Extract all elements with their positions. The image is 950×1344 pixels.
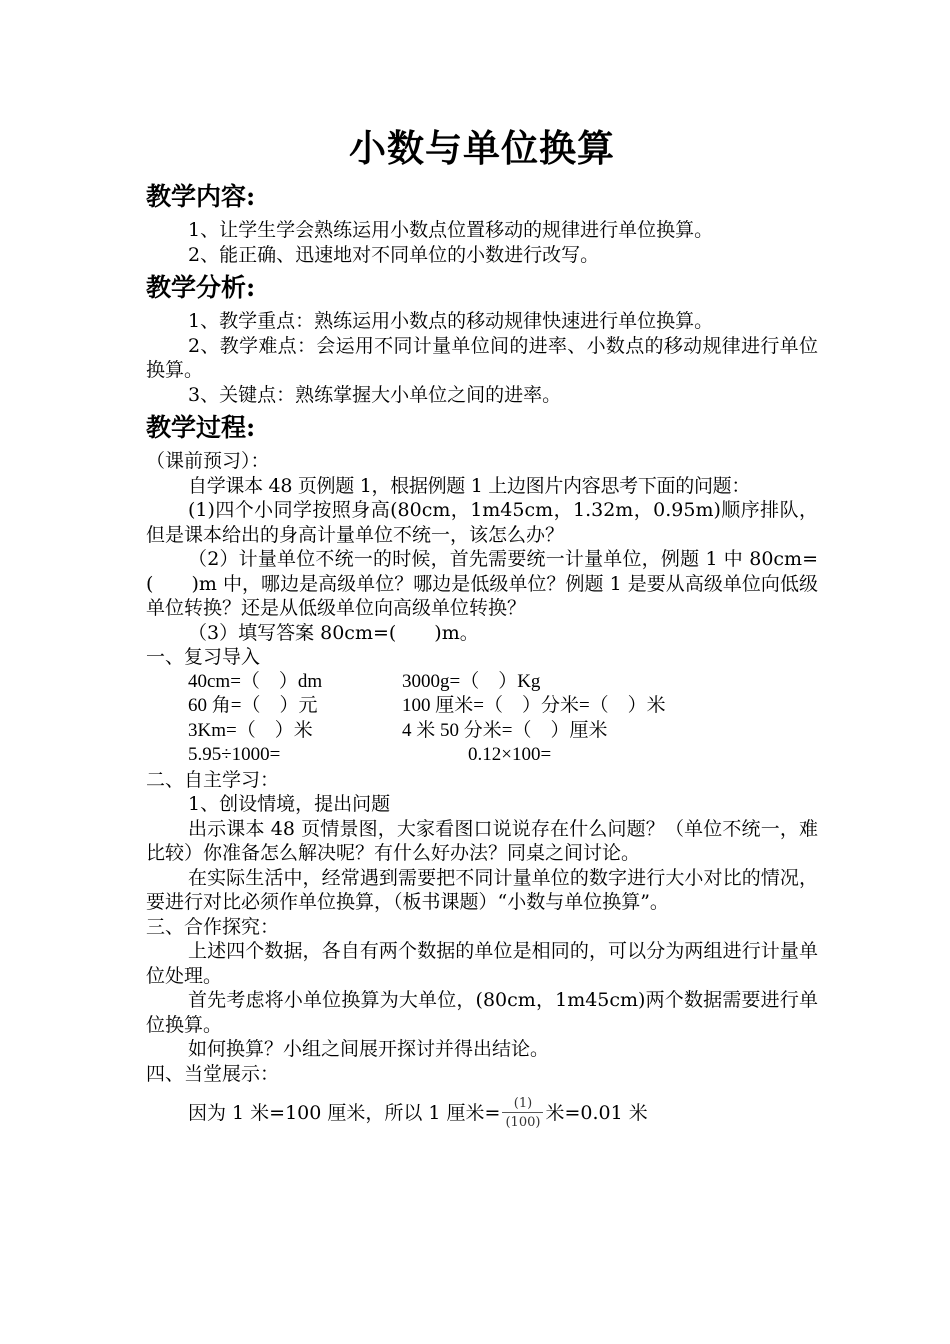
fraction-numerator: (1) (513, 1096, 533, 1111)
document-title: 小数与单位换算 (349, 126, 615, 170)
review-row (146, 719, 818, 744)
section-show: 四、当堂展示： (146, 1062, 280, 1085)
review-exercise: 40cm=（ ）dm (188, 670, 323, 692)
self-study-item: 在实际生活中，经常遇到需要把不同计量单位的数字进行大小对比的情况，要进行对比必须作单位换算，（板书课题）“小数与单位换算”。 (146, 866, 818, 913)
review-exercise: 60 角=（ ）元 (188, 695, 318, 716)
document-page (146, 120, 818, 1131)
analysis-item: 2、教学难点：会运用不同计量单位间的进率、小数点的移动规律进行单位换算。 (146, 334, 818, 381)
review-exercise: 100 厘米=（ ）分米=（ ）米 (402, 695, 666, 716)
section-self-study: 二、自主学习： (146, 768, 280, 791)
section-review: 一、复习导入 (146, 646, 261, 668)
heading-teaching-process: 教学过程: (146, 413, 256, 442)
question-3: （3）填写答案 80cm=( )m。 (188, 621, 479, 644)
fraction (502, 1096, 543, 1131)
review-row (146, 694, 818, 719)
review-row (146, 670, 818, 695)
analysis-item: 1、教学重点：熟练运用小数点的移动规律快速进行单位换算。 (188, 310, 714, 332)
question-1: (1)四个小同学按照身高(80cm，1m45cm，1.32m，0.95m)顺序排队，但是课本给出的身高计量单位不统一，该怎么办？ (146, 499, 818, 546)
conversion-text-before: 因为 1 米=100 厘米，所以 1 厘米= (188, 1102, 501, 1125)
preview-label: （课前预习）： (146, 450, 270, 472)
review-exercise: 0.12×100= (468, 744, 552, 765)
review-row (146, 743, 818, 768)
section-cooperation: 三、合作探究： (146, 915, 280, 938)
self-study-item: 1、创设情境，提出问题 (188, 793, 391, 815)
review-exercise: 3000g=（ ）Kg (402, 670, 541, 692)
content-item: 1、让学生学会熟练运用小数点位置移动的规律进行单位换算。 (188, 219, 714, 241)
review-exercise: 4 米 50 分米=（ ）厘米 (402, 719, 608, 741)
self-study-item: 出示课本 48 页情景图，大家看图口说说存在什么问题？（单位不统一，难比较）你准备怎么解决呢？有什么好办法？同桌之间讨论。 (146, 817, 818, 864)
conversion-text-after: 米=0.01 米 (545, 1102, 648, 1125)
preview-intro: 自学课本 48 页例题 1，根据例题 1 上边图片内容思考下面的问题： (188, 474, 751, 497)
heading-teaching-analysis: 教学分析: (146, 273, 256, 302)
analysis-item: 3、关键点：熟练掌握大小单位之间的进率。 (188, 383, 562, 406)
cooperation-item: 首先考虑将小单位换算为大单位，(80cm，1m45cm)两个数据需要进行单位换算。 (146, 989, 818, 1036)
review-exercise: 5.95÷1000= (188, 744, 281, 765)
content-item: 2、能正确、迅速地对不同单位的小数进行改写。 (188, 243, 600, 266)
cooperation-item: 如何换算？小组之间展开探讨并得出结论。 (188, 1038, 550, 1060)
cooperation-item: 上述四个数据，各自有两个数据的单位是相同的，可以分为两组进行计量单位处理。 (146, 940, 818, 987)
heading-teaching-content: 教学内容: (146, 182, 256, 211)
fraction-denominator: (100) (502, 1112, 543, 1131)
review-exercise: 3Km=（ ）米 (188, 719, 313, 741)
question-2: （2）计量单位不统一的时候，首先需要统一计量单位，例题 1 中 80cm=( )m 中，哪边是高级单位？哪边是低级单位？例题 1 是要从高级单位向低级单位转换？还是从低级单位向高级单位转换？ (146, 548, 818, 619)
conversion-line (146, 1096, 818, 1131)
